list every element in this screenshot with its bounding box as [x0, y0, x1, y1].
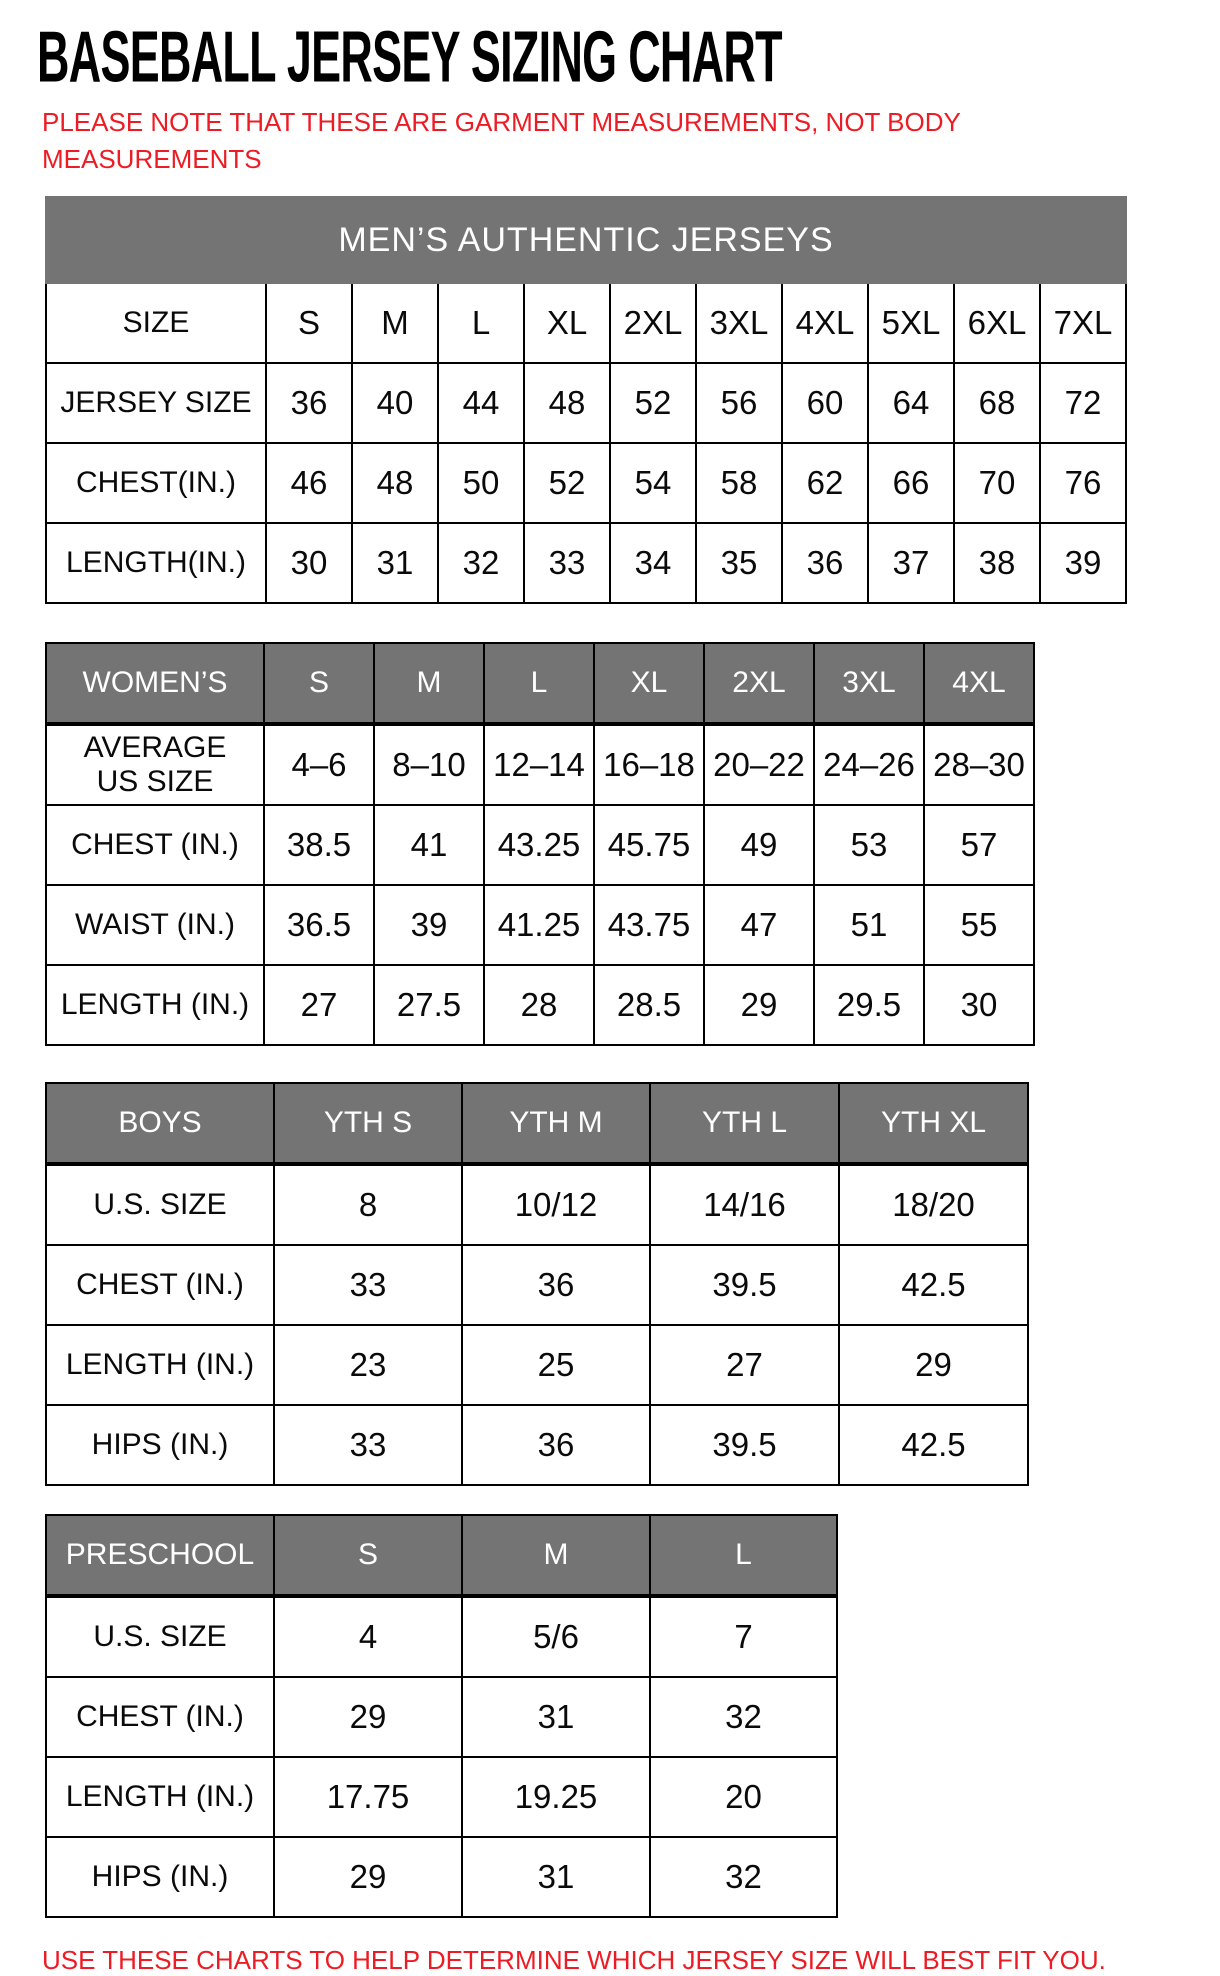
boys-value-cell: 33 — [274, 1245, 462, 1325]
boys-table-row — [46, 1245, 1028, 1325]
boys-value-cell: 39.5 — [650, 1405, 839, 1485]
mens-value-cell: L — [438, 283, 524, 363]
mens-value-cell: 39 — [1040, 523, 1126, 603]
preschool-size-header: S — [274, 1515, 462, 1596]
womens-value-cell: 28–30 — [924, 724, 1034, 805]
womens-table-row — [46, 885, 1034, 965]
preschool-size-header: L — [650, 1515, 837, 1596]
mens-value-cell: 48 — [352, 443, 438, 523]
mens-table-title: MEN’S AUTHENTIC JERSEYS — [46, 197, 1126, 283]
mens-value-cell: 66 — [868, 443, 954, 523]
mens-value-cell: 58 — [696, 443, 782, 523]
womens-size-header: S — [264, 643, 374, 724]
boys-value-cell: 42.5 — [839, 1405, 1028, 1485]
mens-value-cell: 48 — [524, 363, 610, 443]
womens-value-cell: 20–22 — [704, 724, 814, 805]
womens-group-label: WOMEN’S — [46, 643, 264, 724]
preschool-value-cell: 20 — [650, 1757, 837, 1837]
boys-value-cell: 14/16 — [650, 1164, 839, 1245]
womens-value-cell: 27 — [264, 965, 374, 1045]
womens-value-cell: 12–14 — [484, 724, 594, 805]
mens-value-cell: 54 — [610, 443, 696, 523]
mens-value-cell: 38 — [954, 523, 1040, 603]
preschool-value-cell: 7 — [650, 1596, 837, 1677]
mens-row-label: CHEST(IN.) — [46, 443, 266, 523]
mens-title-row — [46, 197, 1126, 283]
womens-value-cell: 47 — [704, 885, 814, 965]
mens-value-cell: 44 — [438, 363, 524, 443]
mens-value-cell: XL — [524, 283, 610, 363]
mens-table-row — [46, 363, 1126, 443]
womens-header-row — [46, 643, 1034, 724]
preschool-sizing-table — [45, 1514, 838, 1918]
womens-size-header: 3XL — [814, 643, 924, 724]
boys-sizing-table — [45, 1082, 1029, 1486]
boys-table-row — [46, 1164, 1028, 1245]
womens-table-row — [46, 965, 1034, 1045]
mens-value-cell: 2XL — [610, 283, 696, 363]
womens-row-label: LENGTH (IN.) — [46, 965, 264, 1045]
preschool-row-label: CHEST (IN.) — [46, 1677, 274, 1757]
womens-row-label: AVERAGE US SIZE — [46, 724, 264, 805]
preschool-value-cell: 5/6 — [462, 1596, 650, 1677]
preschool-value-cell: 29 — [274, 1677, 462, 1757]
preschool-value-cell: 17.75 — [274, 1757, 462, 1837]
mens-value-cell: 46 — [266, 443, 352, 523]
mens-value-cell: 35 — [696, 523, 782, 603]
womens-row-label: WAIST (IN.) — [46, 885, 264, 965]
womens-value-cell: 8–10 — [374, 724, 484, 805]
preschool-table-row — [46, 1677, 837, 1757]
womens-value-cell: 24–26 — [814, 724, 924, 805]
mens-value-cell: 6XL — [954, 283, 1040, 363]
mens-value-cell: 64 — [868, 363, 954, 443]
mens-value-cell: 7XL — [1040, 283, 1126, 363]
womens-value-cell: 51 — [814, 885, 924, 965]
boys-header-row — [46, 1083, 1028, 1164]
boys-size-header: YTH M — [462, 1083, 650, 1164]
mens-value-cell: 60 — [782, 363, 868, 443]
preschool-value-cell: 31 — [462, 1837, 650, 1917]
mens-value-cell: M — [352, 283, 438, 363]
boys-row-label: CHEST (IN.) — [46, 1245, 274, 1325]
womens-size-header: 4XL — [924, 643, 1034, 724]
mens-value-cell: 76 — [1040, 443, 1126, 523]
boys-value-cell: 8 — [274, 1164, 462, 1245]
womens-value-cell: 39 — [374, 885, 484, 965]
garment-measurements-note: PLEASE NOTE THAT THESE ARE GARMENT MEASUREMENTS, NOT BODY MEASUREMENTS — [42, 107, 961, 174]
mens-value-cell: 4XL — [782, 283, 868, 363]
boys-row-label: HIPS (IN.) — [46, 1405, 274, 1485]
preschool-header-row — [46, 1515, 837, 1596]
womens-value-cell: 57 — [924, 805, 1034, 885]
womens-value-cell: 16–18 — [594, 724, 704, 805]
womens-value-cell: 43.25 — [484, 805, 594, 885]
womens-value-cell: 41.25 — [484, 885, 594, 965]
boys-row-label: LENGTH (IN.) — [46, 1325, 274, 1405]
mens-value-cell: 70 — [954, 443, 1040, 523]
mens-value-cell: 33 — [524, 523, 610, 603]
mens-authentic-jerseys-table — [45, 196, 1127, 604]
womens-value-cell: 28.5 — [594, 965, 704, 1045]
mens-value-cell: 36 — [266, 363, 352, 443]
mens-value-cell: 50 — [438, 443, 524, 523]
boys-value-cell: 10/12 — [462, 1164, 650, 1245]
mens-row-label: LENGTH(IN.) — [46, 523, 266, 603]
mens-value-cell: 56 — [696, 363, 782, 443]
mens-value-cell: S — [266, 283, 352, 363]
womens-value-cell: 27.5 — [374, 965, 484, 1045]
boys-value-cell: 25 — [462, 1325, 650, 1405]
womens-value-cell: 41 — [374, 805, 484, 885]
womens-value-cell: 45.75 — [594, 805, 704, 885]
mens-value-cell: 31 — [352, 523, 438, 603]
boys-size-header: YTH S — [274, 1083, 462, 1164]
boys-value-cell: 33 — [274, 1405, 462, 1485]
boys-value-cell: 39.5 — [650, 1245, 839, 1325]
mens-value-cell: 37 — [868, 523, 954, 603]
mens-value-cell: 40 — [352, 363, 438, 443]
mens-value-cell: 52 — [524, 443, 610, 523]
preschool-value-cell: 4 — [274, 1596, 462, 1677]
womens-size-header: XL — [594, 643, 704, 724]
mens-table-row — [46, 283, 1126, 363]
boys-value-cell: 36 — [462, 1405, 650, 1485]
preschool-row-label: U.S. SIZE — [46, 1596, 274, 1677]
womens-value-cell: 43.75 — [594, 885, 704, 965]
boys-group-label: BOYS — [46, 1083, 274, 1164]
womens-size-header: L — [484, 643, 594, 724]
fit-advice-note: USE THESE CHARTS TO HELP DETERMINE WHICH JERSEY SIZE WILL BEST FIT YOU. — [42, 1945, 1106, 1975]
boys-value-cell: 36 — [462, 1245, 650, 1325]
mens-value-cell: 52 — [610, 363, 696, 443]
womens-value-cell: 38.5 — [264, 805, 374, 885]
mens-value-cell: 62 — [782, 443, 868, 523]
preschool-value-cell: 19.25 — [462, 1757, 650, 1837]
preschool-row-label: HIPS (IN.) — [46, 1837, 274, 1917]
page-title: BASEBALL JERSEY SIZING CHART — [37, 15, 782, 97]
womens-value-cell: 49 — [704, 805, 814, 885]
womens-row-label: CHEST (IN.) — [46, 805, 264, 885]
preschool-value-cell: 32 — [650, 1837, 837, 1917]
preschool-row-label: LENGTH (IN.) — [46, 1757, 274, 1837]
mens-value-cell: 5XL — [868, 283, 954, 363]
womens-value-cell: 4–6 — [264, 724, 374, 805]
womens-value-cell: 29 — [704, 965, 814, 1045]
boys-value-cell: 23 — [274, 1325, 462, 1405]
mens-table-row — [46, 443, 1126, 523]
womens-value-cell: 29.5 — [814, 965, 924, 1045]
mens-value-cell: 34 — [610, 523, 696, 603]
boys-value-cell: 18/20 — [839, 1164, 1028, 1245]
preschool-table-row — [46, 1757, 837, 1837]
boys-table-row — [46, 1325, 1028, 1405]
boys-row-label: U.S. SIZE — [46, 1164, 274, 1245]
womens-value-cell: 53 — [814, 805, 924, 885]
womens-table-row — [46, 724, 1034, 805]
preschool-size-header: M — [462, 1515, 650, 1596]
mens-value-cell: 30 — [266, 523, 352, 603]
preschool-value-cell: 32 — [650, 1677, 837, 1757]
mens-table-row — [46, 523, 1126, 603]
preschool-table-row — [46, 1596, 837, 1677]
womens-value-cell: 36.5 — [264, 885, 374, 965]
boys-table-row — [46, 1405, 1028, 1485]
boys-value-cell: 27 — [650, 1325, 839, 1405]
preschool-value-cell: 29 — [274, 1837, 462, 1917]
womens-value-cell: 55 — [924, 885, 1034, 965]
womens-size-header: 2XL — [704, 643, 814, 724]
mens-value-cell: 36 — [782, 523, 868, 603]
womens-sizing-table — [45, 642, 1035, 1046]
boys-size-header: YTH L — [650, 1083, 839, 1164]
mens-row-label: SIZE — [46, 283, 266, 363]
preschool-group-label: PRESCHOOL — [46, 1515, 274, 1596]
womens-size-header: M — [374, 643, 484, 724]
mens-value-cell: 32 — [438, 523, 524, 603]
mens-row-label: JERSEY SIZE — [46, 363, 266, 443]
womens-table-row — [46, 805, 1034, 885]
mens-value-cell: 72 — [1040, 363, 1126, 443]
womens-value-cell: 30 — [924, 965, 1034, 1045]
boys-value-cell: 29 — [839, 1325, 1028, 1405]
boys-value-cell: 42.5 — [839, 1245, 1028, 1325]
preschool-value-cell: 31 — [462, 1677, 650, 1757]
preschool-table-row — [46, 1837, 837, 1917]
mens-value-cell: 68 — [954, 363, 1040, 443]
boys-size-header: YTH XL — [839, 1083, 1028, 1164]
womens-value-cell: 28 — [484, 965, 594, 1045]
mens-value-cell: 3XL — [696, 283, 782, 363]
